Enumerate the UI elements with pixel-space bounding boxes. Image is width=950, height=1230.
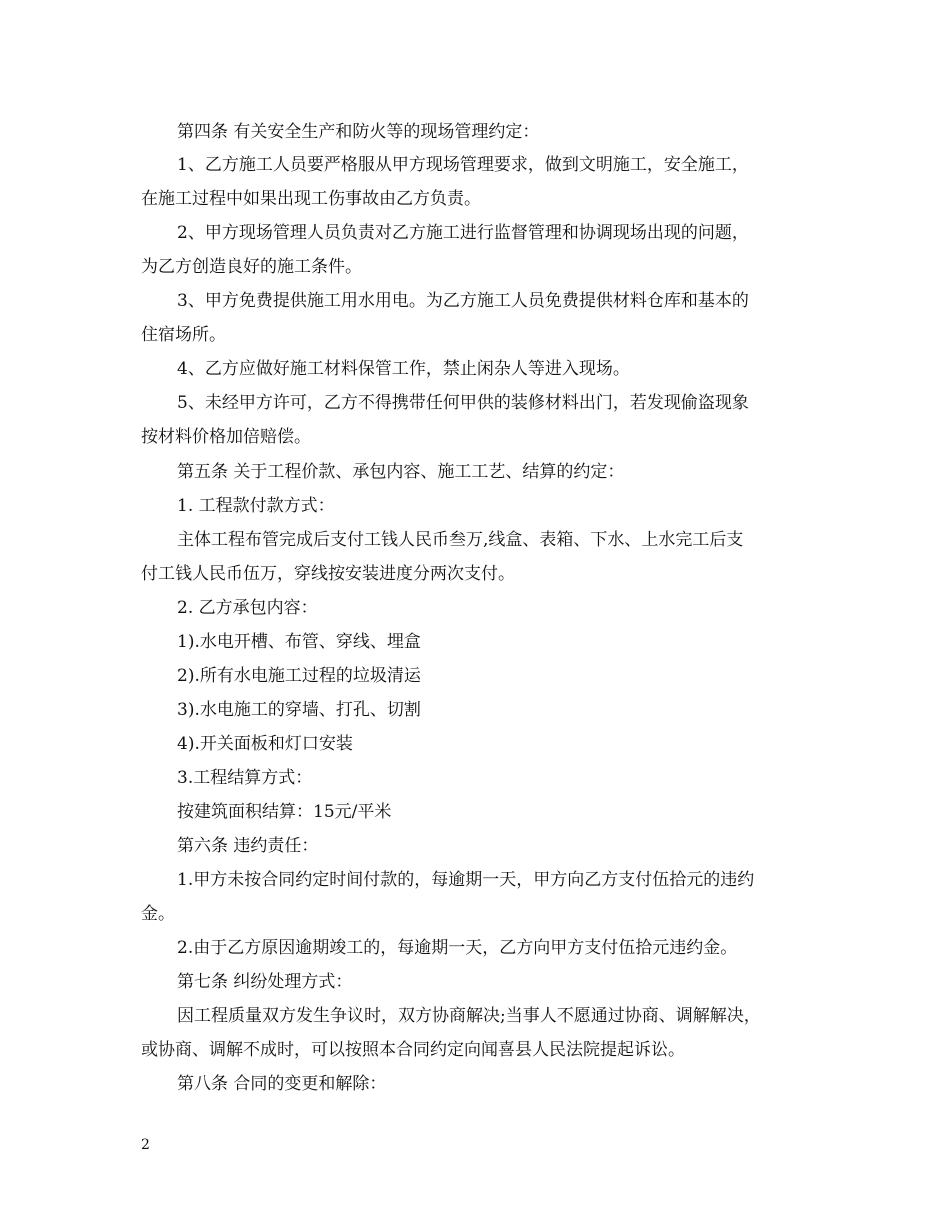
- paragraph-line: 5、未经甲方许可，乙方不得携带任何甲供的装修材料出门，若发现偷盗现象: [177, 393, 749, 413]
- paragraph-line: 付工钱人民币伍万，穿线按安装进度分两次支付。: [141, 564, 515, 584]
- article-7-heading: 第七条 纠纷处理方式：: [177, 972, 353, 992]
- paragraph-line: 4、乙方应做好施工材料保管工作，禁止闲杂人等进入现场。: [177, 359, 630, 379]
- paragraph-line: 按材料价格加倍赔偿。: [141, 427, 311, 447]
- paragraph-line: 住宿场所。: [141, 325, 226, 345]
- paragraph-line: 因工程质量双方发生争议时，双方协商解决;当事人不愿通过协商、调解解决，: [177, 1006, 761, 1026]
- list-item: 3).水电施工的穿墙、打孔、切割: [177, 700, 421, 720]
- list-item: 2).所有水电施工过程的垃圾清运: [177, 666, 421, 686]
- article-5-heading: 第五条 关于工程价款、承包内容、施工工艺、结算的约定：: [177, 462, 625, 482]
- paragraph-line: 1.甲方未按合同约定时间付款的，每逾期一天，甲方向乙方支付伍拾元的违约: [177, 870, 755, 890]
- paragraph-line: 主体工程布管完成后支付工钱人民币叁万,线盒、表箱、下水、上水完工后支: [177, 530, 744, 550]
- paragraph-line: 按建筑面积结算：15元/平米: [177, 802, 392, 822]
- article-6-heading: 第六条 违约责任：: [177, 836, 319, 856]
- list-item: 4).开关面板和灯口安装: [177, 734, 353, 754]
- paragraph-line: 为乙方创造良好的施工条件。: [141, 257, 362, 277]
- article-4-heading: 第四条 有关安全生产和防火等的现场管理约定：: [177, 122, 540, 142]
- paragraph-line: 或协商、调解不成时，可以按照本合同约定向闻喜县人民法院提起诉讼。: [141, 1040, 685, 1060]
- paragraph-line: 3、甲方免费提供施工用水用电。为乙方施工人员免费提供材料仓库和基本的: [177, 291, 749, 311]
- paragraph-line: 2、甲方现场管理人员负责对乙方施工进行监督管理和协调现场出现的问题，: [177, 223, 749, 243]
- paragraph-line: 3.工程结算方式：: [177, 768, 313, 788]
- paragraph-line: 1、乙方施工人员要严格服从甲方现场管理要求，做到文明施工，安全施工，: [177, 155, 749, 175]
- paragraph-line: 金。: [141, 904, 175, 924]
- paragraph-line: 2. 乙方承包内容：: [177, 598, 318, 618]
- article-8-heading: 第八条 合同的变更和解除：: [177, 1074, 387, 1094]
- paragraph-line: 在施工过程中如果出现工伤事故由乙方负责。: [141, 189, 481, 209]
- page-number: 2: [141, 1137, 150, 1153]
- paragraph-line: 2.由于乙方原因逾期竣工的，每逾期一天，乙方向甲方支付伍拾元违约金。: [177, 938, 738, 958]
- list-item: 1).水电开槽、布管、穿线、埋盒: [177, 632, 421, 652]
- paragraph-line: 1. 工程款付款方式：: [177, 496, 335, 516]
